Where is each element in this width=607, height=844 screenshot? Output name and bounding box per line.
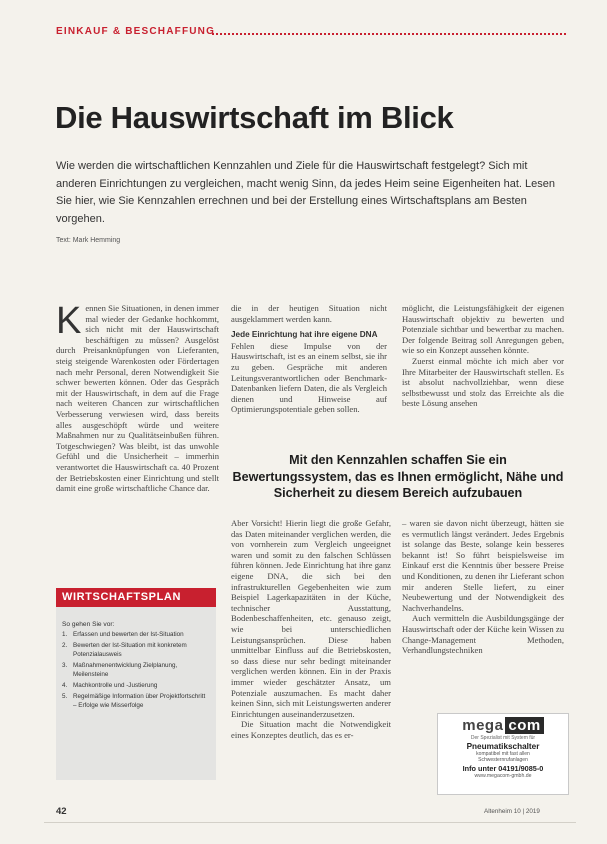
- box-item-text: Erfassen und bewerten der Ist-Situation: [73, 631, 184, 638]
- body-paragraph: Zuerst einmal möchte ich mich aber vor Ihre Mitarbeiter der Hauswirtschaft stellen. Es ist absolut nachvollziehbar, wenn diese selbstbewusst und stolz das Erreichte als die beste Lösung ansehen: [402, 355, 564, 409]
- megacom-logo: [438, 717, 568, 734]
- body-paragraph: die in der heutigen Situation nicht ausgeklammert werden kann.: [231, 303, 387, 324]
- drop-cap: K: [56, 300, 82, 342]
- body-column-3: [402, 303, 564, 409]
- ad-detail-line: Schwesternrufanlagen: [478, 757, 528, 763]
- box-item-text: Machkontrolle und -Justierung: [73, 682, 158, 690]
- box-item-number: 2.: [62, 642, 68, 650]
- body-column-1: [56, 300, 219, 494]
- ad-phone: Info unter 04191/9085-0: [462, 764, 544, 773]
- box-item-number: 5.: [62, 693, 68, 701]
- bottom-rule: [44, 822, 576, 823]
- ad-url: www.megacom-gmbh.de: [474, 773, 532, 779]
- ad-detail-line: kompatibel mit fast allen: [476, 751, 530, 757]
- box-item-number: 4.: [62, 682, 68, 690]
- author-credit: Text: Mark Hemming: [56, 237, 121, 244]
- box-list-item: [62, 642, 210, 659]
- body-column-4: [231, 518, 391, 740]
- body-paragraph: Die Situation macht die Notwendigkeit eines Konzeptes deutlich, das es er-: [231, 719, 391, 740]
- box-list-item: [62, 662, 210, 679]
- body-paragraph: Aber Vorsicht! Hierin liegt die große Gefahr, das Daten miteinander verglichen werden, die von vornherein zum Vergleich ungeeignet waren und somit zu den falschen Schlüssen führen können. Jede Einrichtung hat ihre ganz eigene DNA, die sich bei den infrastrukturellen Gegebenheiten wie zum Beispiel Lagerkapazitäten in der Küche, technischer Ausstattung, Bodenbeschaffenheiten, etc. genauso zeigt, wie bei unterschiedlichen Leistungsansprüchen. Diese haben unmittelbar Einfluss auf die Betriebskosten, so dass diese nur sehr bedingt miteinander verglichen werden können. Ein in der Praxis immer wieder geschätzter Ansatz, um Potenziale auszumachen. Es macht daher keinen Sinn, sich mit Leistungswerten anderer Einrichtungen auseinanderzusetzen.: [231, 518, 391, 719]
- box-list-item: [62, 631, 210, 639]
- box-intro: So gehen Sie vor:: [62, 621, 115, 628]
- ad-product: Pneumatikschalter: [466, 742, 540, 751]
- box-item-text: Regelmäßige Information über Projektfortschritt – Erfolge wie Misserfolge: [73, 693, 206, 709]
- megacom-advertisement: [437, 713, 569, 795]
- body-column-2: [231, 303, 387, 415]
- body-subheading: Jede Einrichtung hat ihre eigene DNA: [231, 330, 378, 340]
- magazine-issue: Altenheim 10 | 2019: [484, 808, 540, 815]
- box-list-item: [62, 693, 210, 710]
- section-label: EINKAUF & BESCHAFFUNG: [56, 26, 216, 37]
- box-item-number: 1.: [62, 631, 68, 638]
- article-lead: Wie werden die wirtschaftlichen Kennzahlen und Ziele für die Hauswirtschaft festgelegt? Sich mit anderen Einrichtungen zu vergleichen, macht wenig Sinn, da jedes Heim seine Eigenheiten hat. Lesen Sie hier, wie Sie Kennzahlen errechnen und bei der Erstellung eines Wirtschaftsplans am Besten vorgehen.: [56, 160, 555, 225]
- page-number: 42: [56, 806, 67, 817]
- box-item-text: Maßnahmenentwicklung Zielplanung, Meilensteine: [73, 662, 178, 678]
- body-paragraph: Fehlen diese Impulse von der Hauswirtschaft, ist es an einem selbst, sie ihr zu geben. Gespräche mit anderen Leitungsverantwortlichen oder Benchmark-Datenbanken liefern Daten, die als Vergleich dienen und Hinweise auf Optimierungspotentiale geben sollen.: [231, 340, 387, 415]
- box-title: WIRTSCHAFTSPLAN: [56, 588, 216, 607]
- section-dotted-rule: [212, 33, 566, 35]
- article-headline: Die Hauswirtschaft im Blick: [55, 100, 454, 135]
- body-paragraph: ennen Sie Situationen, in denen immer mal wieder der Gedanke hochkommt, sich nicht mit der Hauswirtschaft beschäftigen zu müssen? Ausgelöst durch Preisanknüpfungen von Lieferanten, steig steigende Warenkosten oder Fördertagen nach mehr Personal, deren Notwendigkeit Sie schwer bewerten können. Oder das Gespräch mit der Hauswirtschaft, in dem auf die Frage nach weiteren Chancen zur wirtschaftlichen Verbesserung verwiesen wird, dass bereits alles ausgeschöpft würde und weitere Maßnahmen nur zu Qualitätseinbußen führen. Totgeschwiegen? Was bleibt, ist das unwohle Gefühl und die Unsicherheit – immerhin verantwortet die Hauswirtschaft ca. 40 Prozent der Betriebskosten einer Einrichtung und stellt damit eine große wirtschaftliche Chance dar.: [56, 303, 219, 494]
- body-paragraph: möglicht, die Leistungsfähigkeit der eigenen Hauswirtschaft objektiv zu bewerten und Potenziale sichtbar und bewertbar zu machen. Der folgende Beitrag soll Anregungen geben, wie so ein Konzept aussehen könnte.: [402, 303, 564, 356]
- box-item-text: Bewerten der Ist-Situation mit konkretem Potenzialausweis: [73, 642, 187, 658]
- wirtschaftsplan-box: [56, 588, 216, 780]
- logo-brand-box: com: [505, 717, 543, 734]
- box-list-item: [62, 682, 210, 690]
- pull-quote: Mit den Kennzahlen schaffen Sie ein Bewertungssystem, das es Ihnen ermöglicht, Nähe und Sicherheit zu diesem Bereich aufzubauen: [232, 453, 564, 500]
- box-item-number: 3.: [62, 662, 68, 670]
- body-column-5: [402, 518, 564, 656]
- body-paragraph: – waren sie davon nicht überzeugt, hätten sie es vermutlich längst verändert. Jedes Ergebnis ist solange das Beste, solange kein besseres bekannt ist! So führt beispielsweise im Einkauf erst die Kenntnis über bessere Preise und Konditionen, zu denen ihr Lieferant schon mir anderen Stelle liefert, zu einer Neubewertung und der Notwendigkeit des Nachverhandelns.: [402, 518, 564, 613]
- body-paragraph: Auch vermitteln die Ausbildungsgänge der Hauswirtschaft oder der Küche kein Wissen zu Change-Management Methoden, Verhandlungstechniken: [402, 613, 564, 656]
- ad-tagline: Der Spezialist mit System für: [470, 735, 536, 741]
- logo-brand: mega: [462, 717, 504, 734]
